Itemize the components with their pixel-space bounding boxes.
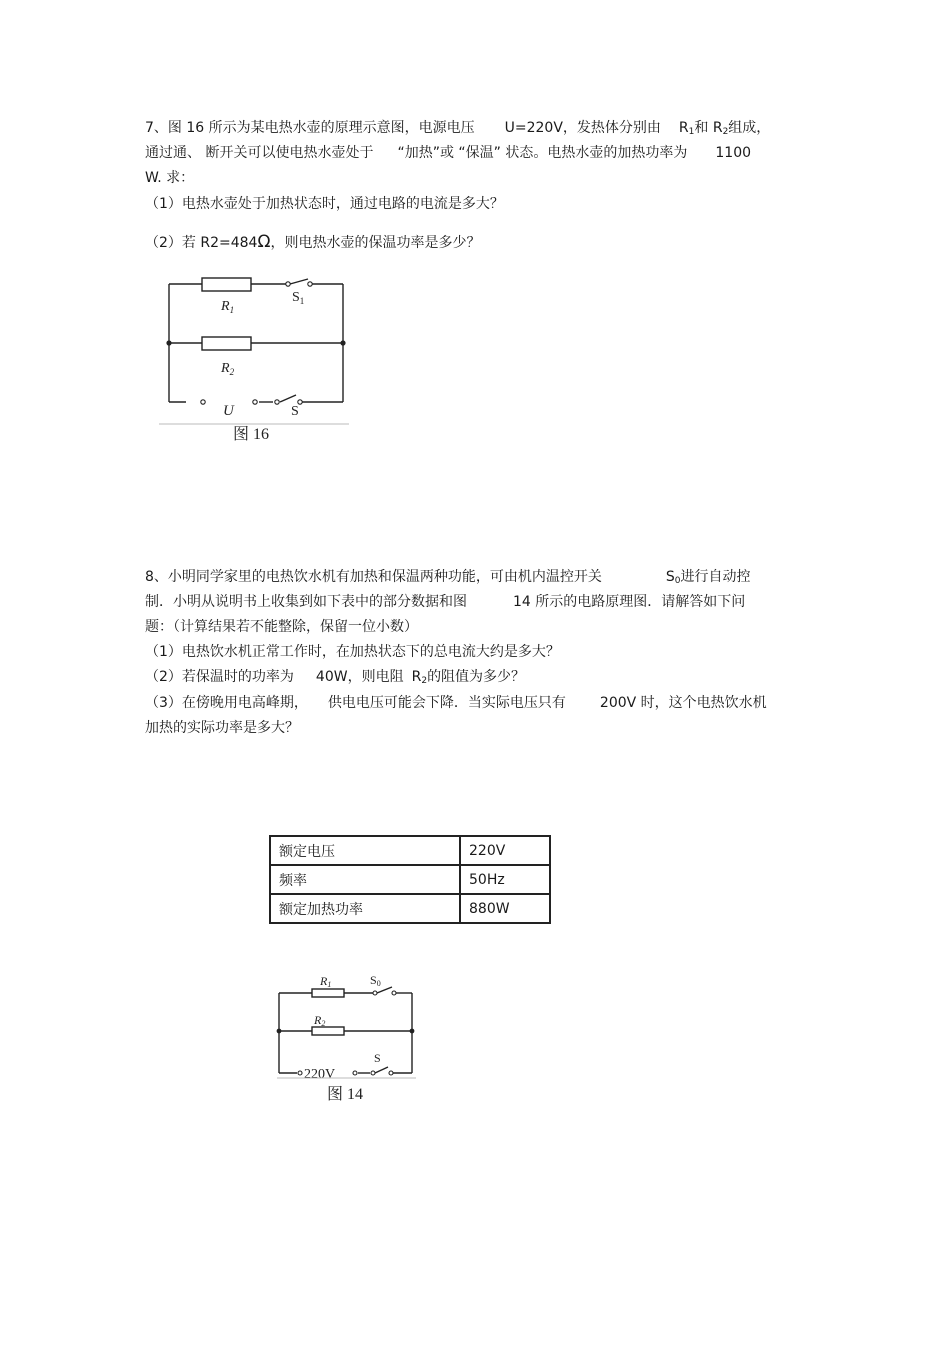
- figure-16-circuit: [155, 272, 355, 447]
- q8-sub2-a: （2）若保温时的功率为: [145, 669, 294, 685]
- switch-s1-blade: [290, 279, 308, 284]
- q7-sub2-a: （2）若 R2=484: [145, 235, 258, 251]
- table-cell-label: 额定电压: [270, 836, 460, 865]
- resistor-r1: [202, 278, 251, 291]
- svg-text:R1: [319, 974, 331, 989]
- q8-sub-question-2: [145, 667, 525, 691]
- q7-line1-b: U=220V，发热体分别由: [504, 120, 661, 136]
- label-220v: 220V: [304, 1067, 336, 1082]
- junction-right: [340, 340, 345, 345]
- q7-sub-question-2: [145, 232, 480, 253]
- table-cell-value: 50Hz: [460, 865, 550, 894]
- q8-sub2-b: 40W，则电阻: [315, 669, 404, 685]
- label-r2-sub: 2: [321, 1019, 326, 1028]
- q8-line1-a: 8、小明同学家里的电热饮水机有加热和保温两种功能，可由机内温控开关: [145, 569, 602, 585]
- q8-line2-b: 14 所示的电路原理图．请解答如下问: [513, 594, 746, 610]
- label-s0: S: [370, 973, 377, 987]
- table-row: [270, 865, 550, 894]
- switch-s-blade: [280, 395, 296, 402]
- q7-line-2: [145, 143, 751, 163]
- figure-16-caption: 图 16: [233, 426, 270, 443]
- svg-text:S0: [370, 973, 381, 988]
- q8-sub3-b: 供电电压可能会下降．当实际电压只有: [327, 695, 566, 711]
- q8-sub-question-3-cont: 加热的实际功率是多大？: [145, 720, 299, 736]
- label-r1-sub: 1: [229, 305, 235, 315]
- q8-sub2-c: R: [411, 669, 422, 685]
- svg-text:R2: [313, 1013, 325, 1028]
- q7-line2-c: 1100: [715, 145, 752, 161]
- table-row: [270, 836, 550, 865]
- q8-sub-question-3: [145, 693, 767, 713]
- q7-line1-c-sub: 1: [688, 127, 695, 137]
- label-r1: R: [320, 974, 328, 988]
- q8-line1-b: S: [665, 569, 675, 585]
- label-r2: R: [314, 1013, 322, 1027]
- label-r1: R: [221, 299, 230, 314]
- label-r1-sub: 1: [327, 980, 332, 989]
- q7-sub-question-1: （1）电热水壶处于加热状态时，通过电路的电流是多大？: [145, 196, 504, 212]
- q8-line2-a: 制．小明从说明书上收集到如下表中的部分数据和图: [145, 594, 467, 610]
- table-cell-label: 额定加热功率: [270, 894, 460, 923]
- table-cell-value: 220V: [460, 836, 550, 865]
- q8-line1-c: 进行自动控: [680, 569, 751, 585]
- q8-line-1: [145, 567, 751, 591]
- label-s: S: [291, 404, 299, 419]
- junction-left: [166, 340, 171, 345]
- q8-sub2-d: 的阻值为多少？: [427, 669, 526, 685]
- switch-s-blade: [375, 1067, 388, 1073]
- svg-text:S1: [292, 290, 304, 306]
- q7-line-3: W. 求：: [145, 170, 195, 186]
- omega-symbol: Ω: [257, 232, 271, 252]
- table-row: [270, 894, 550, 923]
- resistor-r2: [202, 337, 251, 350]
- label-r2: R: [221, 361, 230, 376]
- q8-line-2: [145, 592, 745, 612]
- label-s: S: [374, 1051, 381, 1065]
- label-r2-sub: 2: [229, 367, 235, 377]
- q8-sub3-c: 200V 时，这个电热饮水机: [599, 695, 767, 711]
- q8-sub2-c-sub: 2: [421, 676, 428, 686]
- figure-14-caption: 图 14: [327, 1086, 364, 1103]
- q7-line2-b: “加热”或 “保温” 状态。电热水壶的加热功率为: [397, 145, 688, 161]
- label-s0-sub: 0: [376, 979, 381, 988]
- label-s1-sub: 1: [299, 296, 305, 306]
- figure-14-circuit: [272, 968, 422, 1103]
- table-cell-label: 频率: [270, 865, 460, 894]
- q7-line1-e: 组成，: [728, 120, 771, 136]
- q7-line1-a: 7、图 16 所示为某电热水壶的原理示意图，电源电压: [145, 120, 475, 136]
- table-cell-value: 880W: [460, 894, 550, 923]
- q7-line1-c: R: [678, 120, 689, 136]
- resistor-r2: [312, 1027, 344, 1035]
- resistor-r1: [312, 989, 344, 997]
- q7-line-1: [145, 118, 770, 142]
- junction-left: [277, 1029, 282, 1034]
- svg-text:R2: [220, 361, 235, 377]
- junction-right: [410, 1029, 415, 1034]
- q7-line2-a: 通过通、 断开关可以使电热水壶处于: [145, 145, 374, 161]
- q7-line1-d: 和 R: [694, 120, 723, 136]
- q8-sub-question-1: （1）电热饮水机正常工作时，在加热状态下的总电流大约是多大？: [145, 644, 560, 660]
- q7-line1-d-sub: 2: [722, 127, 729, 137]
- q8-sub3-a: （3）在傍晚用电高峰期，: [145, 695, 308, 711]
- q8-line1-b-sub: 0: [674, 576, 681, 586]
- q8-line-3: 题：（计算结果若不能整除，保留一位小数）: [145, 619, 418, 635]
- label-u: U: [223, 403, 234, 419]
- svg-text:R1: [220, 299, 234, 315]
- q7-sub2-b: ，则电热水壶的保温功率是多少？: [270, 235, 481, 251]
- label-s1: S: [292, 290, 300, 305]
- spec-table: [269, 835, 551, 924]
